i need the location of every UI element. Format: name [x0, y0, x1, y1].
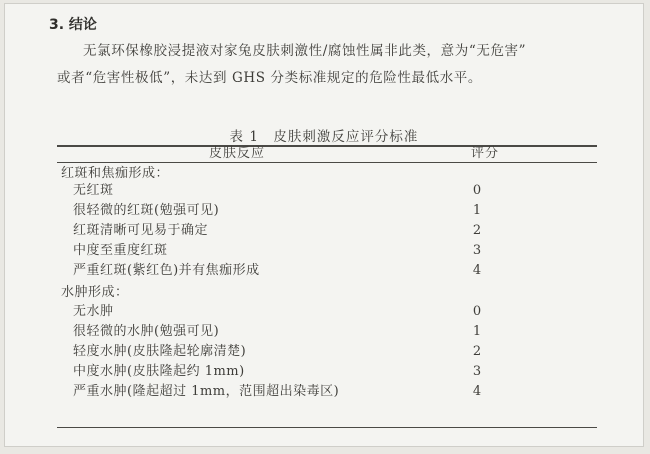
score-value: 3: [472, 364, 482, 379]
document-page: [4, 3, 644, 447]
score-value: 4: [472, 263, 482, 278]
table-row: [5, 302, 645, 322]
score-value: 1: [472, 324, 482, 339]
reaction-label: 中度水肿(皮肤隆起约 1mm): [73, 364, 245, 379]
score-value: 2: [472, 223, 482, 238]
header-score: 评分: [470, 146, 499, 161]
conclusion-line-1: 无氯环保橡胶浸提液对家兔皮肤刺激性/腐蚀性属非此类，意为“无危害”: [83, 43, 527, 59]
group-label: 红斑和焦痂形成：: [61, 166, 170, 181]
reaction-label: 中度至重度红斑: [73, 243, 168, 258]
header-skin-reaction: 皮肤反应: [208, 146, 265, 161]
table-row: [5, 181, 645, 201]
score-value: 0: [472, 183, 482, 198]
table-row: [5, 221, 645, 241]
table-row: [5, 322, 645, 342]
score-value: 2: [472, 344, 482, 359]
table-caption: 表 1 皮肤刺激反应评分标准: [229, 129, 419, 145]
table-bottom-rule: [57, 427, 597, 428]
score-value: 3: [472, 243, 482, 258]
score-value: 4: [472, 384, 482, 399]
reaction-label: 轻度水肿(皮肤隆起轮廓清楚): [73, 344, 247, 359]
conclusion-line-2: 或者“危害性极低”，未达到 GHS 分类标准规定的危险性最低水平。: [57, 70, 482, 86]
table-row: [5, 362, 645, 382]
score-value: 0: [472, 304, 482, 319]
reaction-label: 很轻微的水肿(勉强可见): [73, 324, 220, 339]
table-row: [5, 382, 645, 402]
reaction-label: 红斑清晰可见易于确定: [73, 223, 209, 238]
table-row: [5, 342, 645, 362]
table-row: [5, 201, 645, 221]
reaction-label: 无红斑: [73, 183, 114, 198]
table-row: [5, 241, 645, 261]
reaction-label: 很轻微的红斑(勉强可见): [73, 203, 220, 218]
reaction-label: 严重红斑(紫红色)并有焦痂形成: [73, 263, 260, 278]
table-row: [5, 261, 645, 281]
section-heading: 3. 结论: [49, 17, 97, 33]
reaction-label: 无水肿: [73, 304, 114, 319]
table-header-rule: [57, 162, 597, 163]
group-label: 水肿形成：: [61, 285, 129, 300]
conclusion-paragraph: [57, 38, 597, 92]
group-row-edema: [5, 283, 645, 303]
score-value: 1: [472, 203, 482, 218]
reaction-label: 严重水肿(隆起超过 1mm，范围超出染毒区): [73, 384, 340, 399]
